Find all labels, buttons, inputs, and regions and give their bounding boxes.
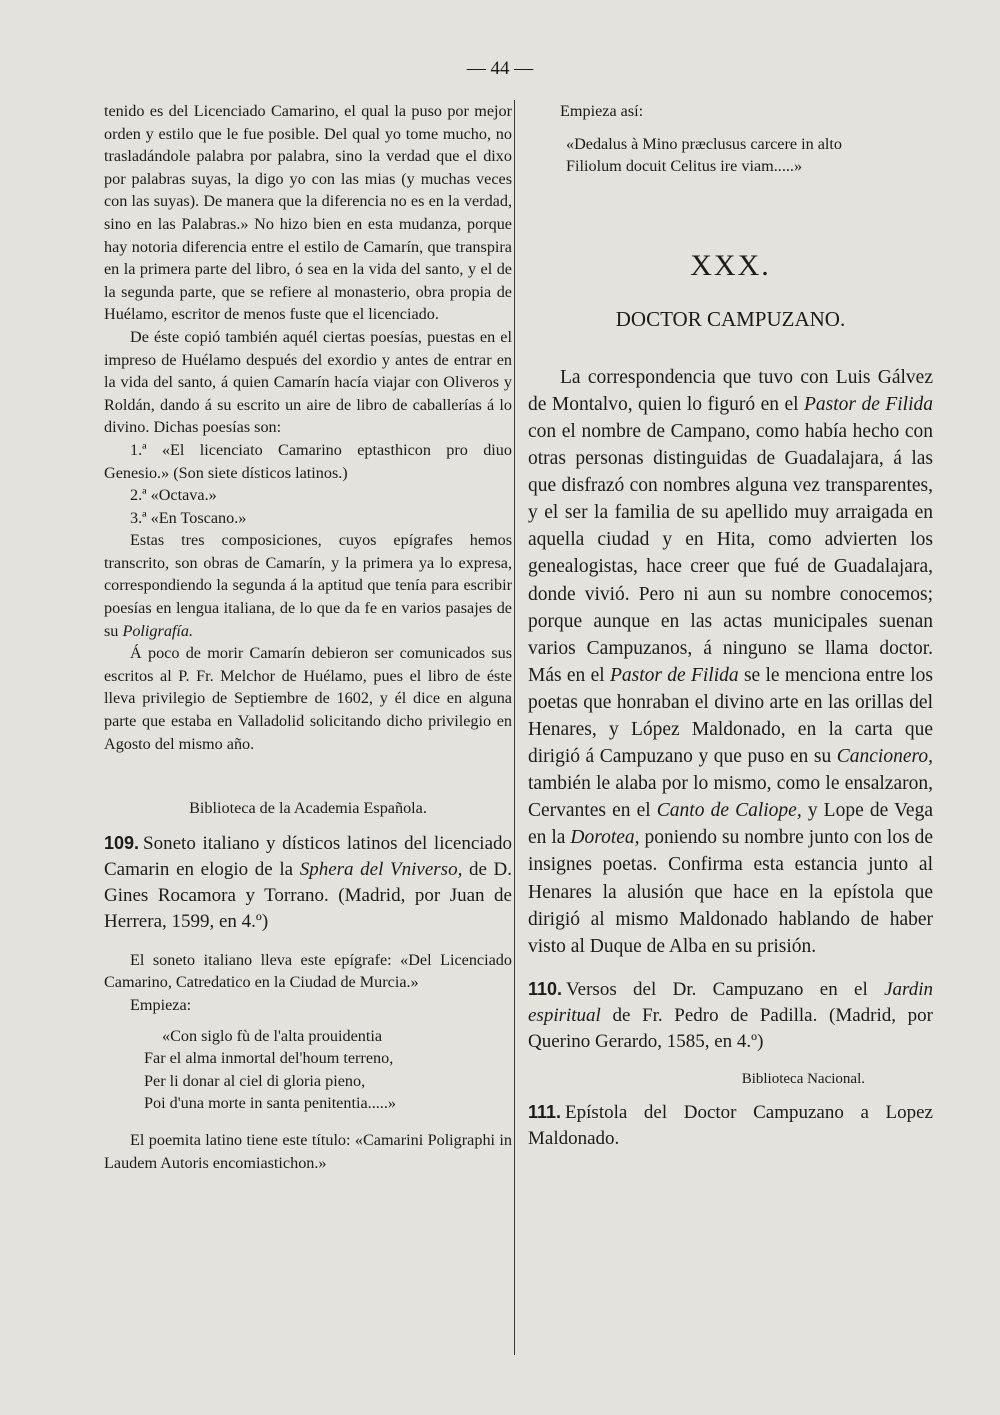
campuzano-text-1: La correspondencia que tuvo con Luis Gálvez de Montalvo, quien lo figuró en el <box>528 366 933 415</box>
page-number: — 44 — <box>466 58 534 79</box>
paragraph-campuzano <box>528 364 933 960</box>
paragraph-composiciones <box>104 529 512 642</box>
entry-110-italic: Jardin espiritual <box>528 978 933 1026</box>
chapter-number: XXX. <box>690 248 771 282</box>
entry-109 <box>104 830 512 935</box>
right-column <box>528 100 933 1152</box>
entry-111 <box>528 1099 933 1152</box>
left-column <box>104 100 512 1174</box>
campuzano-text-6: poniendo su nombre junto con los de insignes poetas. Confirma esta estancia junto al Henares la alusión que hace en la epístola que dirigió al mismo Maldonado hablando de haber visto al Duque de Alba en su prisión. <box>528 827 933 957</box>
list-item-1: 1.ª «El licenciato Camarino eptasthicon pro diuo Genesio.» (Son siete dísticos latinos.) <box>104 440 512 482</box>
sonnet-line-2: Far el alma inmortal del'houm terreno, <box>144 1049 394 1068</box>
latin-quote-line-1: «Dedalus à Mino præclusus carcere in alto <box>566 134 843 153</box>
entry-109-text-a: Soneto italiano y dísticos latinos del licenciado Camarin en elogio de la <box>104 832 512 880</box>
empieza-label: Empieza: <box>130 996 192 1014</box>
sonnet-quote <box>104 1025 512 1115</box>
campuzano-text-5: y Lope de Vega en la <box>528 800 933 849</box>
latin-quote-line-2: Filiolum docuit Celitus ire viam.....» <box>566 157 803 176</box>
chapter-title: DOCTOR CAMPUZANO. <box>615 306 846 331</box>
library-note-academia: Biblioteca de la Academia Española. <box>189 799 427 818</box>
paragraph-huelamo: Á poco de morir Camarín debieron ser comunicados sus escritos al P. Fr. Melchor de Huélamo, pues el libro de éste lleva privilegio de Septiembre de 1602, y él dice en alguna parte que estaba en Valladolid solicitando dicho privilegio en Agosto del mismo año. <box>104 644 512 753</box>
column-divider <box>514 100 515 1355</box>
title-poligrafia: Poligrafía. <box>122 621 194 640</box>
sonnet-line-1: «Con siglo fù de l'alta prouidentia <box>162 1026 383 1045</box>
empieza-asi-label: Empieza así: <box>560 102 644 120</box>
paragraph-poemita: El poemita latino tiene este título: «Camarini Poligraphi in Laudem Autoris encomiastichon.» <box>104 1130 512 1172</box>
paragraph-composiciones-text: Estas tres composiciones, cuyos epígrafes hemos transcrito, son obras de Camarín, y la primera ya lo expresa, correspondiendo la segunda á la aptitud que tenía para escribir poesías en lengua italiana, de lo que da fe en varios pasajes de su <box>104 531 512 640</box>
entry-109-text-b: de D. Gines Rocamora y Torrano. (Madrid, por Juan de Herrera, 1599, en 4.º) <box>104 858 512 932</box>
title-dorotea: Dorotea, <box>570 827 640 849</box>
list-item-3: 3.ª «En Toscano.» <box>130 508 247 527</box>
list-item-2: 2.ª «Octava.» <box>130 486 217 505</box>
campuzano-text-2: con el nombre de Campano, como había hecho con otras personas distinguidas de Guadalajara, á las que disfrazó con nombres alguna vez transparentes, y el ser la familia de su apellido muy arraigada en aquella ciudad y en Hita, como advierten los genealogistas, hace creer que fué de Guadalajara, donde vivió. Pero ni aun su nombre conocemos; porque aunque en las actas municipales suenan varios Campuzanos, á ninguno se llama doctor. Más en el <box>528 420 933 686</box>
paragraph-soneto: El soneto italiano lleva este epígrafe: «Del Licenciado Camarino, Catredatico en la Ciudad de Murcia.» <box>104 950 512 992</box>
entry-109-italic: Sphera del Vniverso, <box>299 858 463 880</box>
entry-110-text-b: de Fr. Pedro de Padilla. (Madrid, por Querino Gerardo, 1585, en 4.º) <box>528 1004 933 1052</box>
entry-109-number: 109. <box>104 832 140 853</box>
campuzano-text-4: también le alaba por lo mismo, como le ensalzaron, Cervantes en el <box>528 773 933 822</box>
entry-110 <box>528 976 933 1055</box>
sonnet-line-3: Per li donar al ciel di gloria pieno, <box>144 1071 366 1090</box>
title-cancionero: Cancionero, <box>836 746 933 768</box>
title-canto-de-caliope: Canto de Caliope, <box>656 800 802 822</box>
paragraph-continuation: tenido es del Licenciado Camarino, el qual la puso por mejor orden y estilo que le fue posible. Del qual yo tome mucho, no trasladándole palabra por palabra, sino la verdad que el dixo por palabras suyas, la digo yo con las mias (y muchas veces con las suyas). De manera que la diferencia no es en la verdad, sino en las Palabras.» No hizo bien en esta mudanza, porque hay notoria diferencia entre el estilo de Camarín, que transpira en la primera parte del libro, ó sea en la vida del santo, y el de la segunda parte, que se refiere al monasterio, obra propia de Huélamo, escritor de menos fuste que el licenciado. <box>104 102 512 324</box>
title-pastor-de-filida-2: Pastor de Filida <box>609 664 739 686</box>
entry-111-text: Epístola del Doctor Campuzano a Lopez Maldonado. <box>528 1101 933 1149</box>
entry-111-number: 111. <box>528 1101 562 1122</box>
title-pastor-de-filida-1: Pastor de Filida <box>804 393 934 415</box>
entry-110-number: 110. <box>528 978 563 999</box>
library-note-nacional: Biblioteca Nacional. <box>741 1070 865 1087</box>
paragraph-poesias: De éste copió también aquél ciertas poesías, puestas en el impreso de Huélamo después del exordio y antes de entrar en la vida del santo, á quien Camarín hacía viajar con Oliveros y Roldán, dando á su escrito un aire de libro de caballerías á lo divino. Dichas poesías son: <box>104 327 512 437</box>
sonnet-line-4: Poi d'una morte in santa penitentia.....» <box>144 1094 396 1113</box>
campuzano-text-3: se le menciona entre los poetas que honraban el divino arte en las orillas del Henares, y López Maldonado, en la carta que dirigió á Campuzano y que puso en su <box>528 664 934 768</box>
entry-110-text-a: Versos del Dr. Campuzano en el <box>566 978 885 1000</box>
